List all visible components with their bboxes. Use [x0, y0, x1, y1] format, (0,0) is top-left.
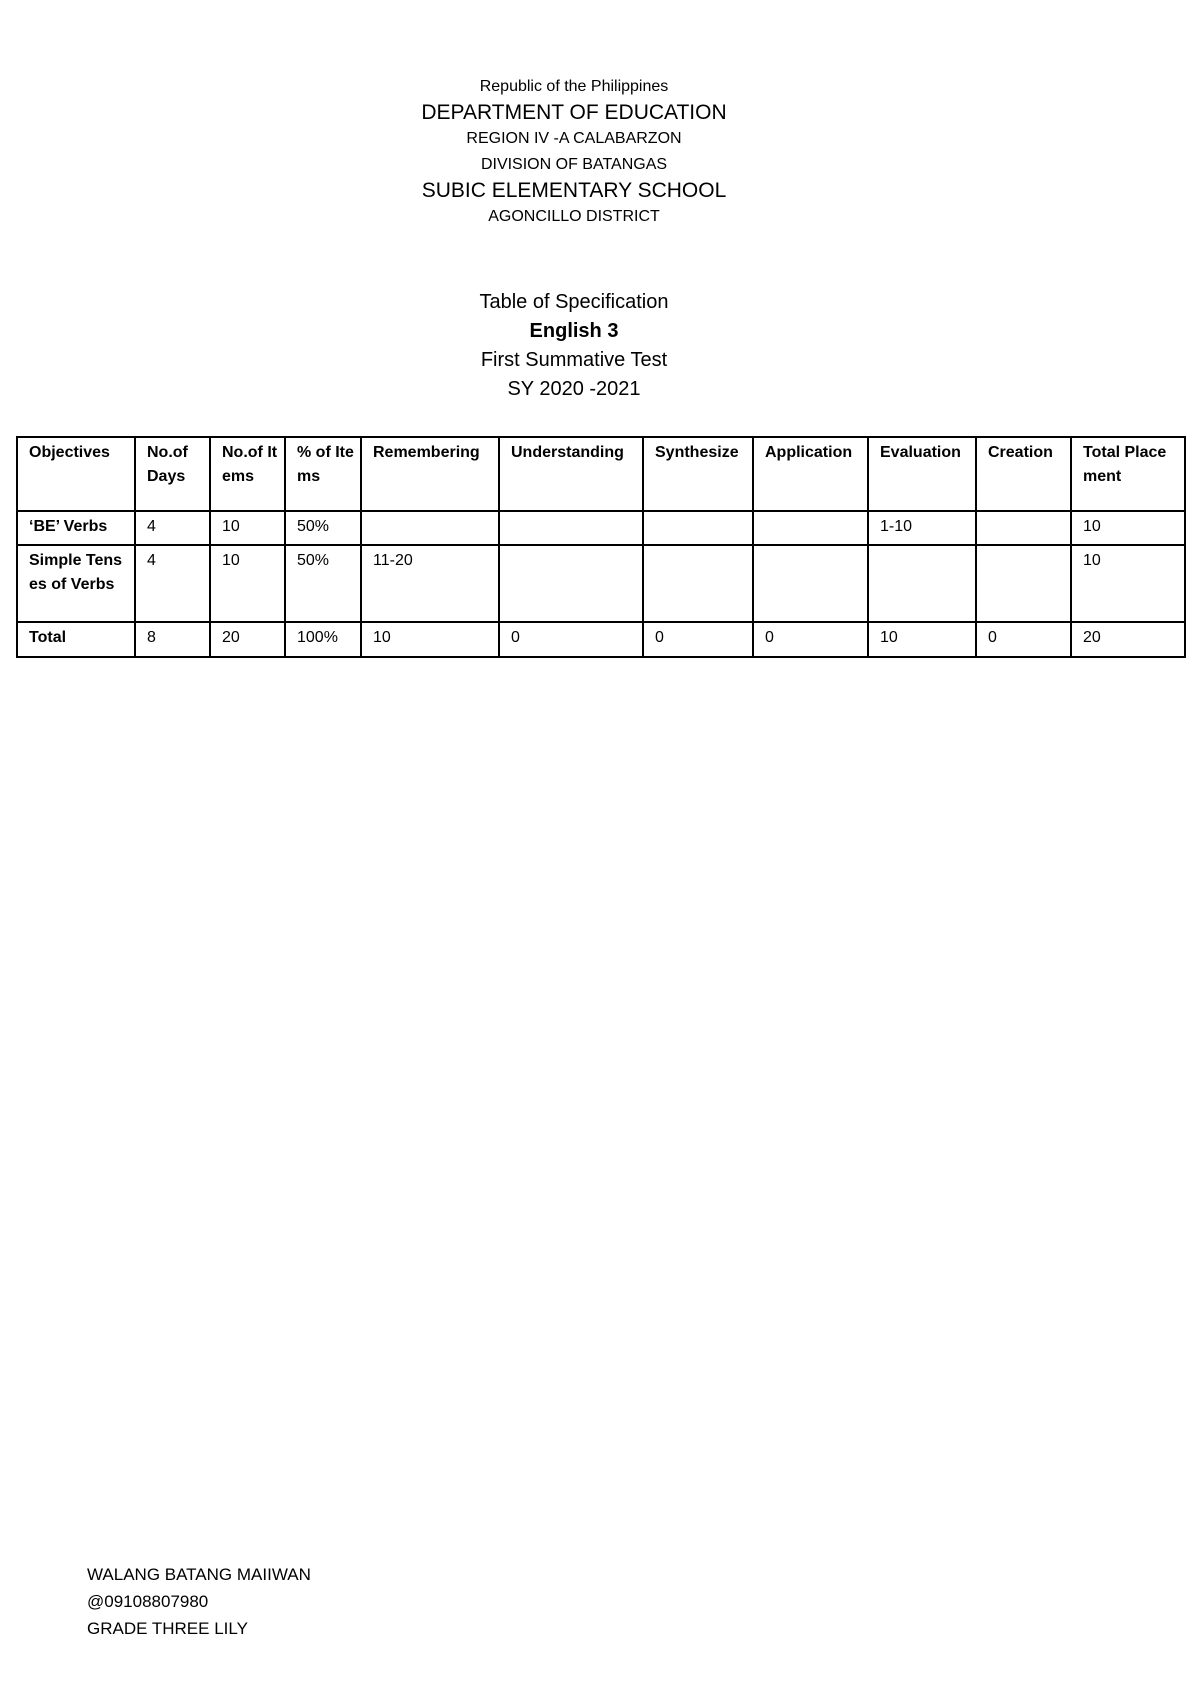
column-header: Creation	[976, 437, 1071, 511]
table-cell: 10	[210, 545, 285, 622]
table-cell: 0	[976, 622, 1071, 657]
table-cell: 20	[210, 622, 285, 657]
division-line: DIVISION OF BATANGAS	[480, 156, 668, 173]
table-cell: 10	[1071, 545, 1185, 622]
table-cell: 8	[135, 622, 210, 657]
republic-line: Republic of the Philippines	[479, 78, 669, 95]
letterhead	[0, 74, 1148, 230]
table-cell: 0	[753, 622, 868, 657]
table-cell	[643, 511, 753, 545]
table-cell: 0	[643, 622, 753, 657]
table-cell	[753, 545, 868, 622]
column-header: Synthesize	[643, 437, 753, 511]
subject-title: English 3	[529, 320, 619, 342]
column-header: No.of Items	[210, 437, 285, 511]
table-cell	[753, 511, 868, 545]
table-cell: 100%	[285, 622, 361, 657]
school-name: SUBIC ELEMENTARY SCHOOL	[421, 179, 727, 202]
footer-motto: WALANG BATANG MAIIWAN	[87, 1565, 311, 1584]
column-header: Remembering	[361, 437, 499, 511]
table-cell: 4	[135, 511, 210, 545]
table-cell: 50%	[285, 511, 361, 545]
department-line: DEPARTMENT OF EDUCATION	[421, 101, 727, 124]
table-row	[17, 622, 1185, 657]
region-line: REGION IV -A CALABARZON	[466, 130, 682, 147]
table-cell: Total	[17, 622, 135, 657]
document-title-block	[0, 288, 1148, 404]
table-cell: 10	[1071, 511, 1185, 545]
column-header: Objectives	[17, 437, 135, 511]
school-year: SY 2020 -2021	[507, 378, 641, 400]
table-cell	[499, 511, 643, 545]
table-cell: 11-20	[361, 545, 499, 622]
table-cell: 1-10	[868, 511, 976, 545]
footer-section: GRADE THREE LILY	[87, 1619, 248, 1638]
table-cell: 0	[499, 622, 643, 657]
table-row	[17, 545, 1185, 622]
column-header: Total Placement	[1071, 437, 1185, 511]
column-header: Understanding	[499, 437, 643, 511]
table-cell: 50%	[285, 545, 361, 622]
table-cell: ‘BE’ Verbs	[17, 511, 135, 545]
table-cell	[976, 511, 1071, 545]
column-header: % of Items	[285, 437, 361, 511]
table-cell: Simple Tenses of Verbs	[17, 545, 135, 622]
table-cell	[976, 545, 1071, 622]
table-cell	[868, 545, 976, 622]
table-cell: 4	[135, 545, 210, 622]
table-cell: 10	[868, 622, 976, 657]
table-row	[17, 511, 1185, 545]
footer-block	[87, 1561, 311, 1642]
table-cell: 10	[361, 622, 499, 657]
column-header: No.of Days	[135, 437, 210, 511]
specification-table	[16, 436, 1186, 658]
table-cell: 10	[210, 511, 285, 545]
table-cell	[361, 511, 499, 545]
district-line: AGONCILLO DISTRICT	[488, 208, 660, 225]
table-cell	[643, 545, 753, 622]
column-header: Evaluation	[868, 437, 976, 511]
table-cell: 20	[1071, 622, 1185, 657]
column-header: Application	[753, 437, 868, 511]
footer-contact: @09108807980	[87, 1592, 209, 1611]
test-title: First Summative Test	[480, 349, 668, 371]
table-cell	[499, 545, 643, 622]
table-header-row	[17, 437, 1185, 511]
page-title: Table of Specification	[479, 291, 669, 313]
